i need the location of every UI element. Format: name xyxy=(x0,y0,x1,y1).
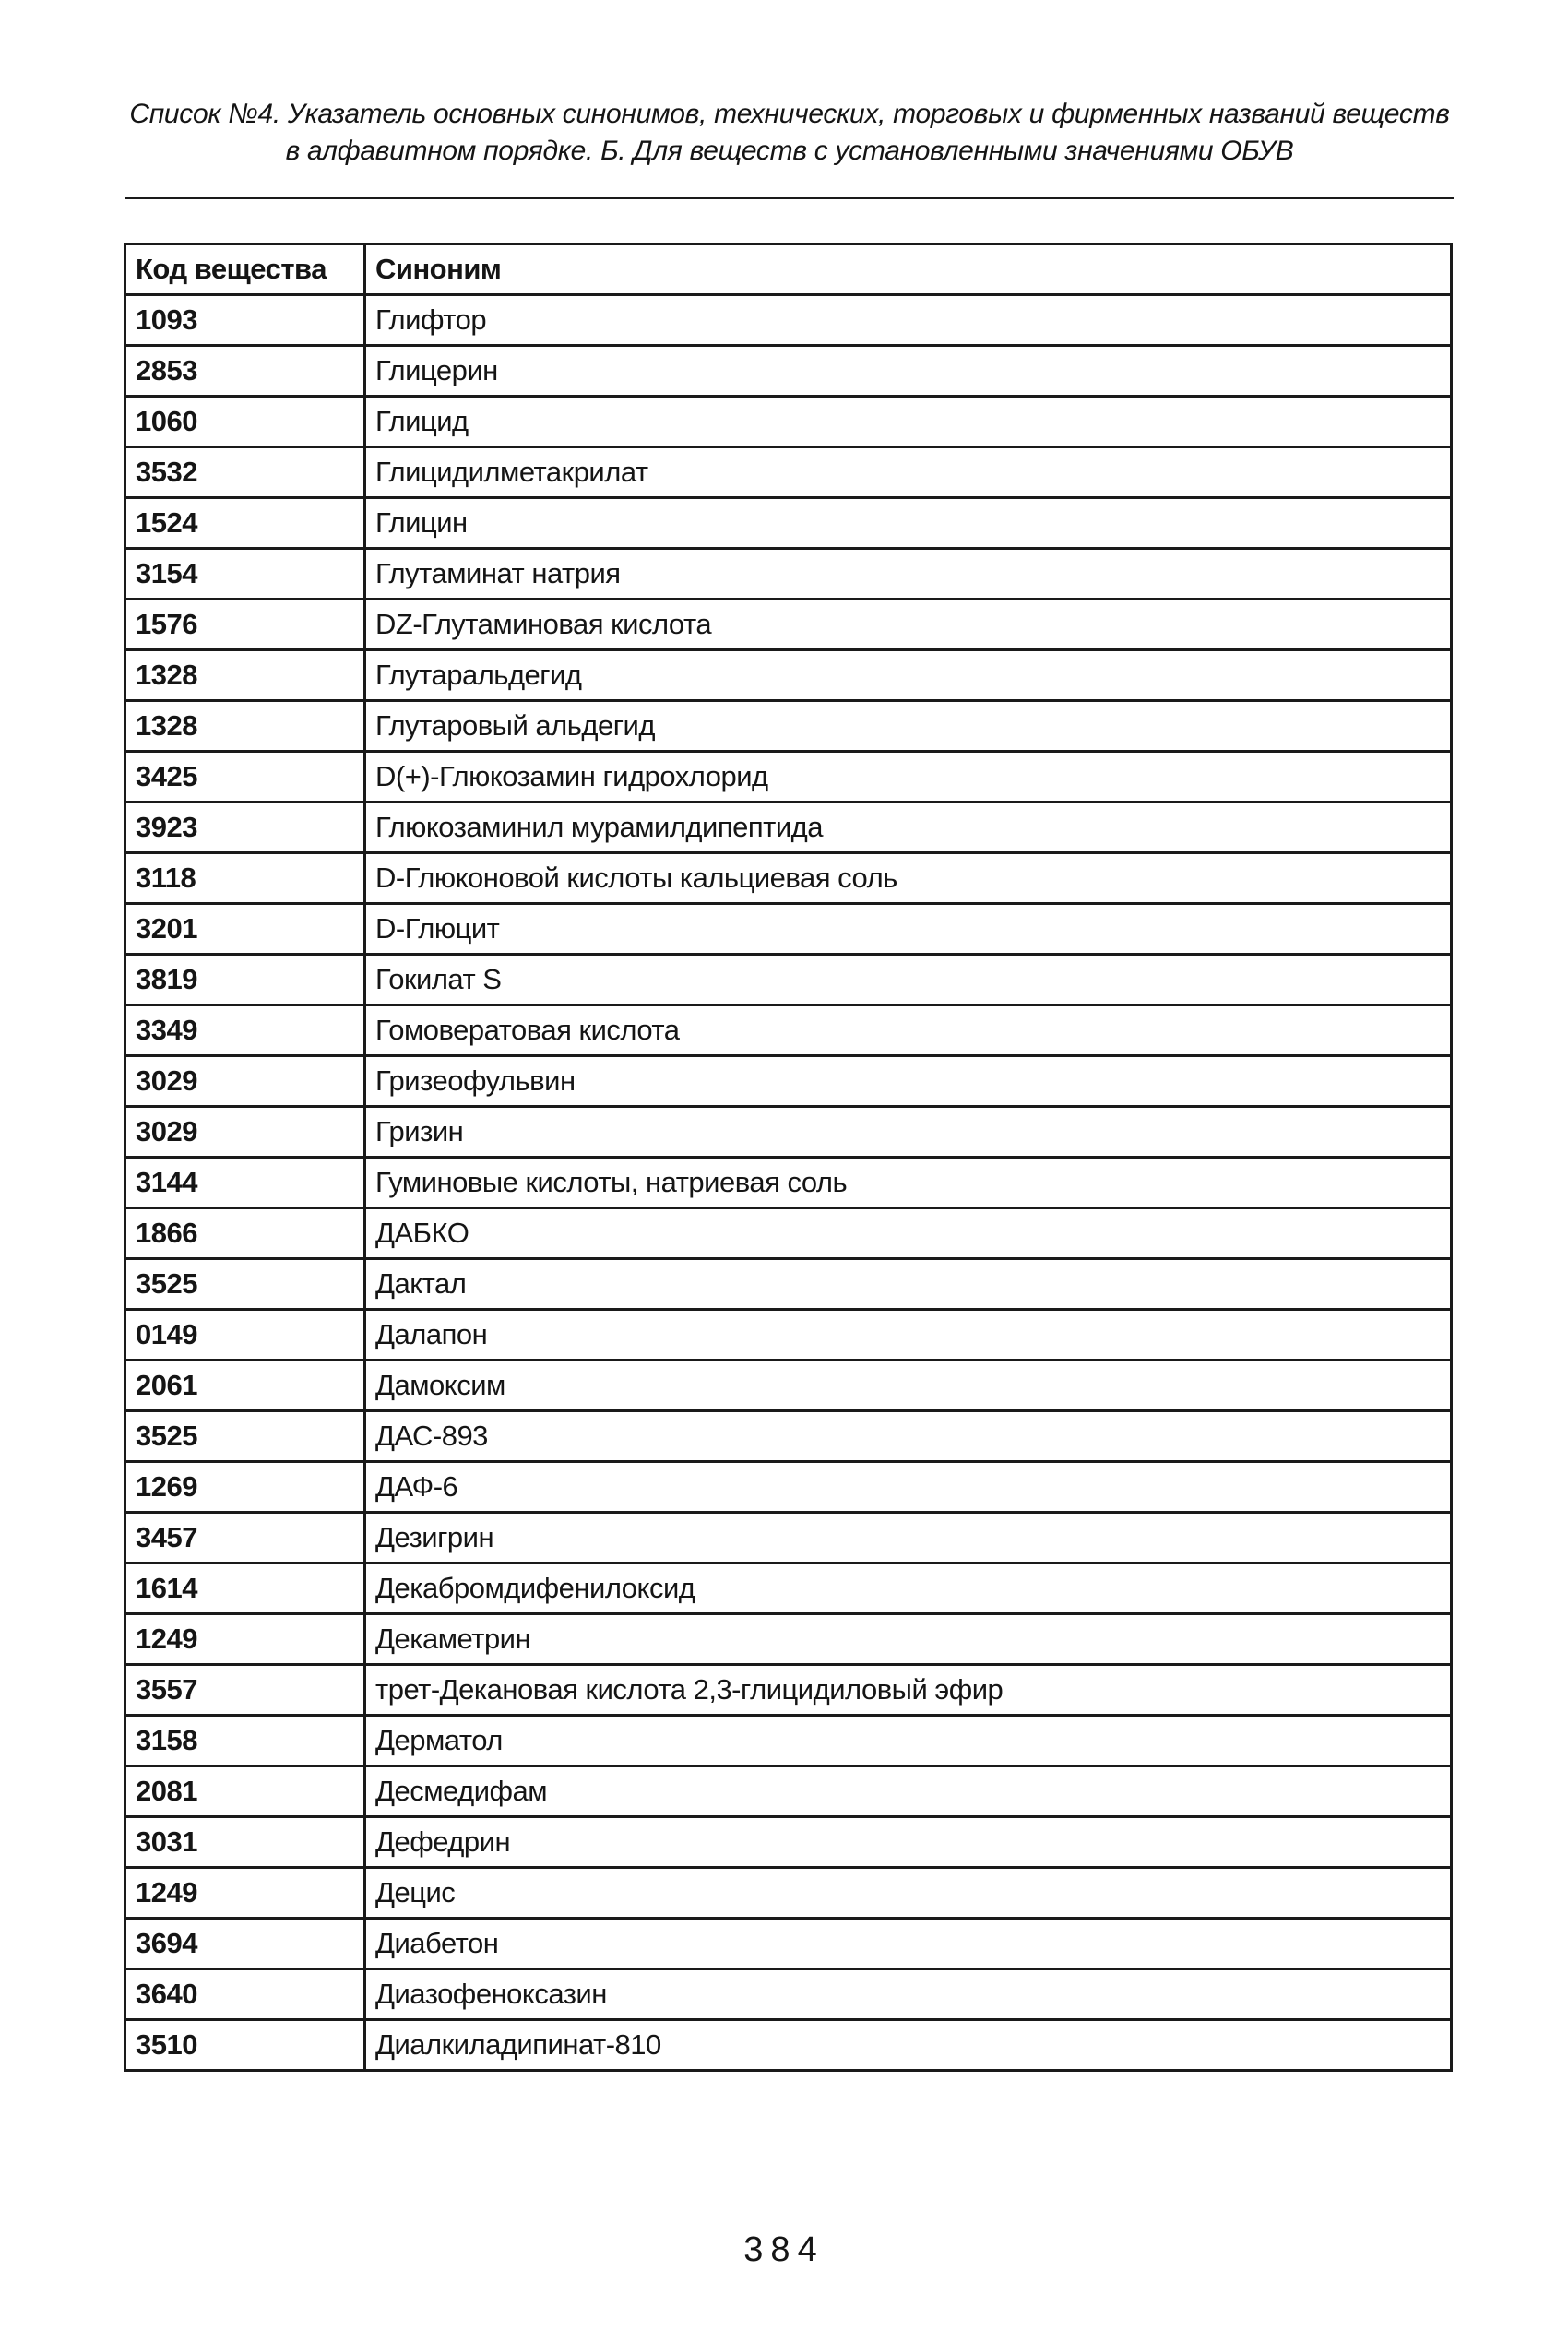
substance-code-cell: 3510 xyxy=(125,2020,365,2071)
table-row xyxy=(125,1208,1452,1259)
substance-code-cell: 1249 xyxy=(125,1614,365,1665)
table-row xyxy=(125,1614,1452,1665)
synonym-cell: Глутаральдегид xyxy=(365,650,1452,701)
synonym-cell: ДАБКО xyxy=(365,1208,1452,1259)
synonym-cell: Гризин xyxy=(365,1107,1452,1158)
table-row xyxy=(125,1462,1452,1513)
table-row xyxy=(125,904,1452,955)
substance-code-cell: 3029 xyxy=(125,1107,365,1158)
synonym-cell: Диабетон xyxy=(365,1919,1452,1969)
table-row xyxy=(125,1665,1452,1716)
substance-code-cell: 3201 xyxy=(125,904,365,955)
synonym-cell: Дактал xyxy=(365,1259,1452,1310)
table-row xyxy=(125,397,1452,447)
table-row xyxy=(125,1563,1452,1614)
substance-code-cell: 2853 xyxy=(125,346,365,397)
synonym-cell: Глицин xyxy=(365,498,1452,549)
table-row xyxy=(125,1361,1452,1411)
table-row xyxy=(125,1056,1452,1107)
substance-code-cell: 3349 xyxy=(125,1005,365,1056)
substance-code-cell: 2061 xyxy=(125,1361,365,1411)
substance-code-cell: 1328 xyxy=(125,701,365,752)
table-row xyxy=(125,650,1452,701)
substance-code-cell: 3694 xyxy=(125,1919,365,1969)
table-row xyxy=(125,1766,1452,1817)
substance-code-cell: 1093 xyxy=(125,295,365,346)
synonym-cell: Гризеофульвин xyxy=(365,1056,1452,1107)
substance-code-cell: 3819 xyxy=(125,955,365,1005)
substance-code-cell: 0149 xyxy=(125,1310,365,1361)
substance-code-cell: 2081 xyxy=(125,1766,365,1817)
table-row xyxy=(125,853,1452,904)
substance-code-cell: 1524 xyxy=(125,498,365,549)
synonym-cell: Диалкиладипинат-810 xyxy=(365,2020,1452,2071)
table-row xyxy=(125,955,1452,1005)
synonym-cell: Глутаминат натрия xyxy=(365,549,1452,600)
synonym-cell: Гуминовые кислоты, натриевая соль xyxy=(365,1158,1452,1208)
synonym-cell: Дамоксим xyxy=(365,1361,1452,1411)
table-row xyxy=(125,1259,1452,1310)
table-row xyxy=(125,802,1452,853)
synonym-cell: Глюкозаминил мурамилдипептида xyxy=(365,802,1452,853)
substance-code-cell: 1328 xyxy=(125,650,365,701)
substance-code-cell: 3557 xyxy=(125,1665,365,1716)
table-row xyxy=(125,1411,1452,1462)
synonym-cell: трет-Декановая кислота 2,3-глицидиловый эфир xyxy=(365,1665,1452,1716)
synonym-cell: Декабромдифенилоксид xyxy=(365,1563,1452,1614)
header-divider xyxy=(125,197,1454,199)
table-row xyxy=(125,295,1452,346)
column-header-synonym: Синоним xyxy=(365,244,1452,295)
synonym-cell: D-Глюцит xyxy=(365,904,1452,955)
substance-code-cell: 3457 xyxy=(125,1513,365,1563)
substance-code-cell: 1866 xyxy=(125,1208,365,1259)
substance-code-cell: 3640 xyxy=(125,1969,365,2020)
table-row xyxy=(125,1158,1452,1208)
synonym-cell: Дерматол xyxy=(365,1716,1452,1766)
synonym-cell: D(+)-Глюкозамин гидрохлорид xyxy=(365,752,1452,802)
substance-code-cell: 3532 xyxy=(125,447,365,498)
table-row xyxy=(125,600,1452,650)
table-row xyxy=(125,1817,1452,1868)
substance-code-cell: 3118 xyxy=(125,853,365,904)
synonym-cell: Десмедифам xyxy=(365,1766,1452,1817)
table-row xyxy=(125,1513,1452,1563)
synonym-cell: Децис xyxy=(365,1868,1452,1919)
page-number: 384 xyxy=(743,2230,825,2269)
synonym-table xyxy=(124,243,1453,2072)
table-row xyxy=(125,752,1452,802)
substance-code-cell: 1269 xyxy=(125,1462,365,1513)
page-header xyxy=(125,96,1454,170)
substance-code-cell: 3144 xyxy=(125,1158,365,1208)
table-row xyxy=(125,447,1452,498)
synonym-cell: Глутаровый альдегид xyxy=(365,701,1452,752)
synonym-cell: ДАФ-6 xyxy=(365,1462,1452,1513)
column-header-code: Код вещества xyxy=(125,244,365,295)
header-title-line-1: Список №4. Указатель основных синонимов, технических, торговых и фирменных названий веществ xyxy=(129,99,1450,129)
substance-code-cell: 3525 xyxy=(125,1411,365,1462)
substance-code-cell: 3031 xyxy=(125,1817,365,1868)
synonym-cell: Гомовератовая кислота xyxy=(365,1005,1452,1056)
substance-code-cell: 3158 xyxy=(125,1716,365,1766)
synonym-cell: Далапон xyxy=(365,1310,1452,1361)
table-row xyxy=(125,1716,1452,1766)
table-row xyxy=(125,1969,1452,2020)
table-row xyxy=(125,2020,1452,2071)
table-row xyxy=(125,1005,1452,1056)
table-row xyxy=(125,1919,1452,1969)
table-row xyxy=(125,1868,1452,1919)
synonym-cell: Дефедрин xyxy=(365,1817,1452,1868)
synonym-cell: Дезигрин xyxy=(365,1513,1452,1563)
table-header-row xyxy=(125,244,1452,295)
synonym-cell: Гокилат S xyxy=(365,955,1452,1005)
substance-code-cell: 1060 xyxy=(125,397,365,447)
synonym-cell: Глифтор xyxy=(365,295,1452,346)
table-row xyxy=(125,549,1452,600)
substance-code-cell: 1614 xyxy=(125,1563,365,1614)
table-row xyxy=(125,1107,1452,1158)
substance-code-cell: 3029 xyxy=(125,1056,365,1107)
substance-code-cell: 1576 xyxy=(125,600,365,650)
substance-code-cell: 1249 xyxy=(125,1868,365,1919)
synonym-cell: Глицид xyxy=(365,397,1452,447)
substance-code-cell: 3154 xyxy=(125,549,365,600)
synonym-cell: D-Глюконовой кислоты кальциевая соль xyxy=(365,853,1452,904)
table-row xyxy=(125,701,1452,752)
table-row xyxy=(125,498,1452,549)
table-row xyxy=(125,346,1452,397)
synonym-cell: Глицерин xyxy=(365,346,1452,397)
table-row xyxy=(125,1310,1452,1361)
synonym-cell: DZ-Глутаминовая кислота xyxy=(365,600,1452,650)
header-title-line-2: в алфавитном порядке. Б. Для веществ с установленными значениями ОБУВ xyxy=(285,136,1294,166)
synonym-cell: Глицидилметакрилат xyxy=(365,447,1452,498)
substance-code-cell: 3425 xyxy=(125,752,365,802)
synonym-cell: ДАС-893 xyxy=(365,1411,1452,1462)
substance-code-cell: 3525 xyxy=(125,1259,365,1310)
substance-code-cell: 3923 xyxy=(125,802,365,853)
synonym-cell: Диазофеноксазин xyxy=(365,1969,1452,2020)
table-body xyxy=(125,295,1452,2071)
synonym-cell: Декаметрин xyxy=(365,1614,1452,1665)
